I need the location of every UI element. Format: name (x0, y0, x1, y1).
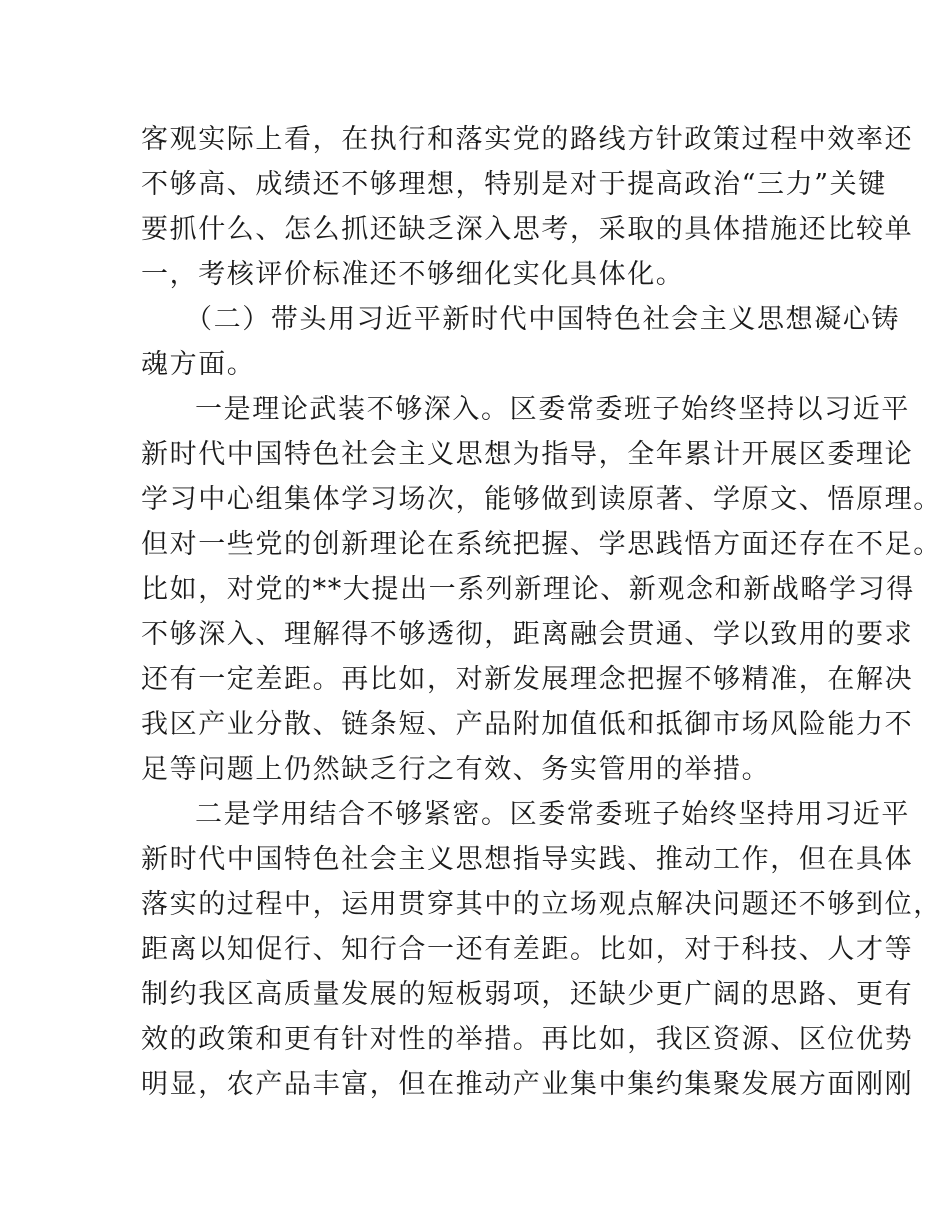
text-line: 制约我区高质量发展的短板弱项，还缺少更广阔的思路、更有 (141, 979, 914, 1010)
paragraph-start: 二是学用结合不够紧密。区委常委班子始终坚持用习近平 (195, 799, 910, 830)
text-line: 明显，农产品丰富，但在推动产业集中集约集聚发展方面刚刚 (141, 1069, 914, 1100)
text-line: 新时代中国特色社会主义思想为指导，全年累计开展区委理论 (141, 439, 914, 470)
document-body (141, 117, 942, 1107)
paragraph-start: 一是理论武装不够深入。区委常委班子始终坚持以习近平 (195, 394, 910, 425)
text-line: 要抓什么、怎么抓还缺乏深入思考，采取的具体措施还比较单 (141, 214, 914, 245)
text-line: 一，考核评价标准还不够细化实化具体化。 (141, 259, 685, 290)
section-heading: （二）带头用习近平新时代中国特色社会主义思想凝心铸 (185, 304, 900, 335)
text-line: 客观实际上看，在执行和落实党的路线方针政策过程中效率还 (141, 124, 914, 155)
text-line: 我区产业分散、链条短、产品附加值低和抵御市场风险能力不 (141, 709, 914, 740)
text-line: 效的政策和更有针对性的举措。再比如，我区资源、区位优势 (141, 1024, 914, 1055)
text-line: 新时代中国特色社会主义思想指导实践、推动工作，但在具体 (141, 844, 914, 875)
text-line: 但对一些党的创新理论在系统把握、学思践悟方面还存在不足。 (141, 529, 942, 560)
text-line: 距离以知促行、知行合一还有差距。比如，对于科技、人才等 (141, 934, 914, 965)
text-line: 足等问题上仍然缺乏行之有效、务实管用的举措。 (141, 754, 771, 785)
text-line: 不够高、成绩还不够理想，特别是对于提高政治“三力”关键 (141, 169, 887, 200)
section-heading-continued: 魂方面。 (141, 349, 256, 380)
text-line: 还有一定差距。再比如，对新发展理念把握不够精准，在解决 (141, 664, 914, 695)
text-line: 比如，对党的**大提出一系列新理论、新观念和新战略学习得 (141, 574, 915, 605)
text-line: 不够深入、理解得不够透彻，距离融会贯通、学以致用的要求 (141, 619, 914, 650)
text-line: 落实的过程中，运用贯穿其中的立场观点解决问题还不够到位， (141, 889, 942, 920)
text-line: 学习中心组集体学习场次，能够做到读原著、学原文、悟原理。 (141, 484, 942, 515)
